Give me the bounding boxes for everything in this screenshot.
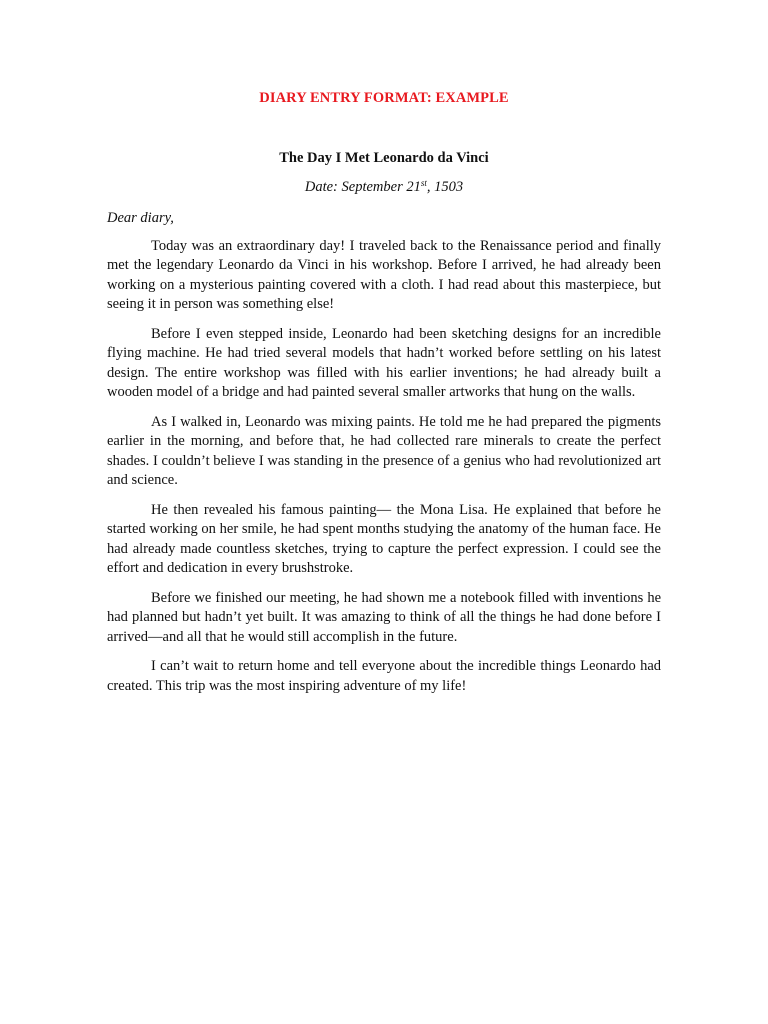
salutation: Dear diary, xyxy=(107,210,174,226)
paragraph-3: As I walked in, Leonardo was mixing paints. He told me he had prepared the pigments earlier in the morning, and before that, he had collected rare minerals to create the perfect shades. I couldn’t believe I was standing in the presence of a genius who had revolutionized art and science. xyxy=(107,413,661,488)
paragraph-4: He then revealed his famous painting— the Mona Lisa. He explained that before he started working on her smile, he had spent months studying the anatomy of the human face. He had already made countless sketches, trying to capture the perfect expression. I could see the effort and dedication in every brushstroke. xyxy=(107,501,661,576)
document-heading: DIARY ENTRY FORMAT: EXAMPLE xyxy=(259,90,509,106)
diary-date xyxy=(0,179,768,196)
date-ordinal-suffix: st xyxy=(420,178,427,188)
date-prefix: Date: September 21 xyxy=(304,179,421,195)
paragraph-1: Today was an extraordinary day! I traveled back to the Renaissance period and finally met the legendary Leonardo da Vinci in his workshop. Before I arrived, he had already been working on a mysterious painting covered with a cloth. I had read about this masterpiece, but seeing it in person was something else! xyxy=(107,237,661,312)
diary-title: The Day I Met Leonardo da Vinci xyxy=(279,150,489,166)
diary-body xyxy=(107,209,661,706)
paragraph-2: Before I even stepped inside, Leonardo had been sketching designs for an incredible flying machine. He had tried several models that hadn’t worked before settling on his latest design. The entire workshop was filled with his earlier inventions; he had already built a wooden model of a bridge and had painted several smaller artworks that hung on the walls. xyxy=(107,325,661,400)
paragraph-5: Before we finished our meeting, he had shown me a notebook filled with inventions he had planned but hadn’t yet built. It was amazing to think of all the things he had done before I arrived—and all that he would still accomplish in the future. xyxy=(107,589,661,645)
paragraph-6: I can’t wait to return home and tell everyone about the incredible things Leonardo had created. This trip was the most inspiring adventure of my life! xyxy=(107,658,661,694)
date-year: , 1503 xyxy=(426,179,464,195)
